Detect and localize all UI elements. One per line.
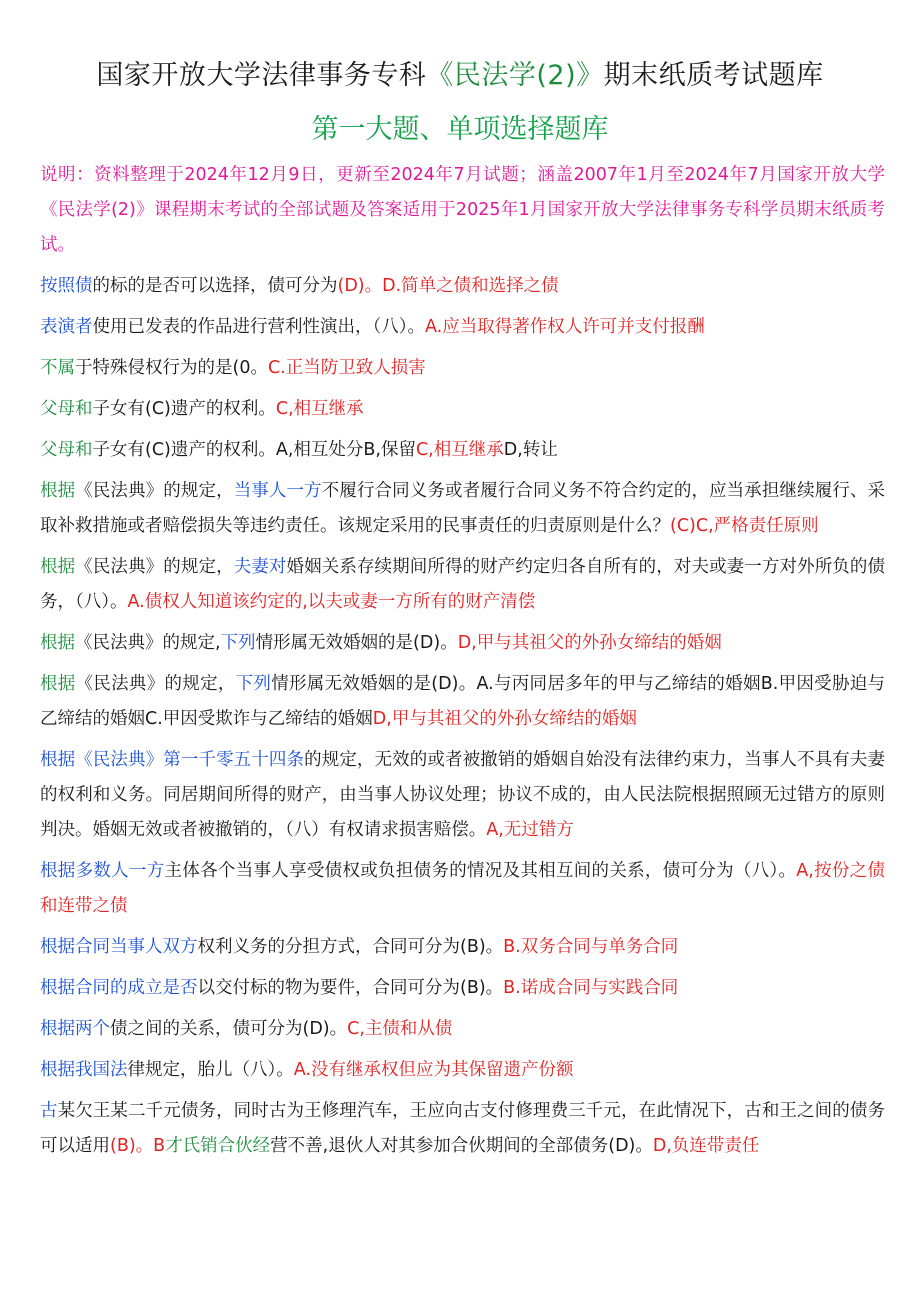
answer-text: D,甲与其祖父的外孙女缔结的婚姻 (457, 633, 722, 653)
answer-text: A,按份之债和连带之债 (40, 861, 885, 916)
question-item: 父母和子女有(C)遗产的权利。C,相互继承 (40, 399, 364, 419)
question-item: 父母和子女有(C)遗产的权利。A,相互处分B,保留C,相互继承D,转让 (40, 440, 558, 460)
answer-text: A,无过错方 (486, 820, 574, 840)
section-heading: 第一大题、单项选择题库 (311, 114, 609, 145)
answer-text: B (153, 1136, 166, 1156)
title-part-1: 国家开放大学法律事务专科 (96, 60, 427, 91)
document-title (0, 58, 920, 94)
answer-text: B.诺成合同与实践合同 (503, 978, 679, 998)
answer-text: B.双务合同与单务合同 (503, 937, 679, 957)
question-item: 根据两个债之间的关系，债可分为(D)。C,主债和从债 (40, 1019, 453, 1039)
answer-text: C,主债和从债 (347, 1019, 453, 1039)
question-item: 根据多数人一方主体各个当事人享受债权或负担债务的情况及其相互间的关系，债可分为（八）。A,按份之债和连带之债 (40, 861, 885, 916)
question-item: 根据《民法典》的规定，夫妻对婚姻关系存续期间所得的财产约定归各自所有的，对夫或妻一方对外所负的债务，（八）。A.债权人知道该约定的,以夫或妻一方所有的财产清偿 (40, 557, 886, 612)
answer-text: C.正当防卫致人损害 (267, 358, 426, 378)
question-item: 不属于特殊侵权行为的是(0。C.正当防卫致人损害 (40, 358, 426, 378)
question-item: 根据《民法典》第一千零五十四条的规定，无效的或者被撤销的婚姻自始没有法律约束力，当事人不具有夫妻的权利和义务。同居期间所得的财产，由当事人协议处理；协议不成的，由人民法院根据照顾无过错方的原则判决。婚姻无效或者被撤销的，（八）有权请求损害赔偿。A,无过错方 (40, 750, 886, 840)
question-item: 根据《民法典》的规定，当事人一方不履行合同义务或者履行合同义务不符合约定的，应当承担继续履行、采取补救措施或者赔偿损失等违约责任。该规定采用的民事责任的归责原则是什么？(C)C,严格责任原则 (40, 481, 886, 536)
question-item: 根据《民法典》的规定，下列情形属无效婚姻的是(D)。A.与丙同居多年的甲与乙缔结的婚姻B.甲因受胁迫与乙缔结的婚姻C.甲因受欺诈与乙缔结的婚姻D,甲与其祖父的外孙女缔结的婚姻 (40, 674, 886, 729)
answer-text: A.债权人知道该约定的,以夫或妻一方所有的财产清偿 (127, 592, 536, 612)
answer-text: (C)C,严格责任原则 (670, 516, 819, 536)
question-item: 根据合同当事人双方权利义务的分担方式，合同可分为(B)。B.双务合同与单务合同 (40, 937, 679, 957)
question-item: 根据我国法律规定，胎儿（八）。A.没有继承权但应为其保留遗产份额 (40, 1060, 574, 1080)
answer-text: D.简单之债和选择之债 (382, 276, 559, 296)
answer-text: D,负连带责任 (652, 1136, 760, 1156)
answer-text: C,相互继承 (275, 399, 364, 419)
answer-text: A.没有继承权但应为其保留遗产份额 (293, 1060, 574, 1080)
answer-text: D,甲与其祖父的外孙女缔结的婚姻 (372, 709, 637, 729)
question-item: 根据《民法典》的规定,下列情形属无效婚姻的是(D)。D,甲与其祖父的外孙女缔结的婚姻 (40, 633, 722, 653)
answer-text: C,相互继承 (415, 440, 504, 460)
question-item: 根据合同的成立是否以交付标的物为要件，合同可分为(B)。B.诺成合同与实践合同 (40, 978, 679, 998)
answer-text: A.应当取得著作权人许可并支付报酬 (425, 317, 705, 337)
question-list (40, 158, 885, 1170)
question-item: 按照债的标的是否可以选择，债可分为(D)。D.简单之债和选择之债 (40, 276, 559, 296)
title-part-3: 期末纸质考试题库 (603, 60, 824, 91)
question-item: 古某欠王某二千元债务，同时古为王修理汽车，王应向古支付修理费三千元，在此情况下，古和王之间的债务可以适用(B)。B才氏销合伙经营不善,退伙人对其参加合伙期间的全部债务(D)。D,负连带责任 (40, 1101, 885, 1156)
question-item: 表演者使用已发表的作品进行营利性演出，（八）。A.应当取得著作权人许可并支付报酬 (40, 317, 705, 337)
title-course-name: 《民法学(2)》 (426, 60, 604, 91)
note-paragraph: 说明：资料整理于2024年12月9日，更新至2024年7月试题；涵盖2007年1月至2024年7月国家开放大学《民法学(2)》课程期末考试的全部试题及答案适用于2025年1月国家开放大学法律事务专科学员期末纸质考试。 (40, 165, 885, 255)
